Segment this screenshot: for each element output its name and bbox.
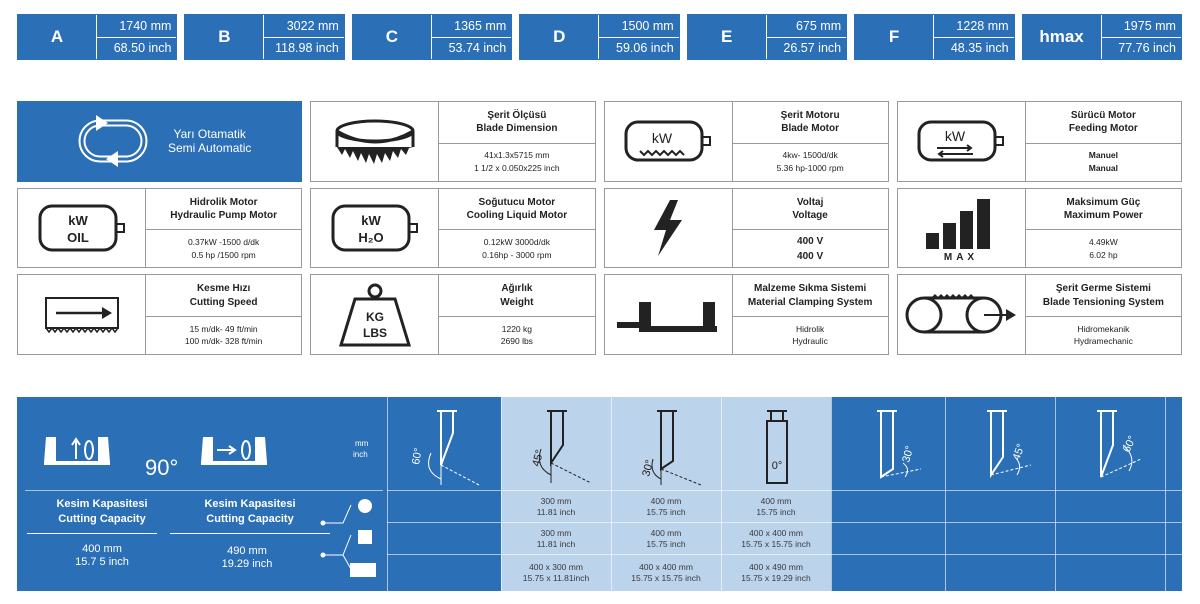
voltage-tr: Voltaj [796,196,824,208]
dimension-mm: 1740 mm [97,15,176,38]
angle-45-left-icon [511,405,606,487]
tensioning-v1: Hidromekanik [1077,323,1130,334]
dimension-letter: F [888,27,900,46]
clamping-tr: Malzeme Sıkma Sistemi [753,283,867,295]
kg-label: KG [365,309,384,324]
angle-90-label: 90° [145,455,179,480]
angle-label: 30° [900,444,917,464]
rect-profile-icon [350,563,376,577]
angle-label: 30° [640,458,657,478]
value-mm: 400 x 400 mm [749,527,803,538]
value-mm: 400 x 490 mm [749,561,803,572]
cycle-arrows-icon [78,113,148,169]
blade-dim-en: Blade Dimension [476,123,558,135]
value-mm: 400 x 300 mm [529,561,583,572]
dimension-mm: 1500 mm [599,15,678,38]
clamping-en: Material Clamping System [747,296,873,308]
clamping-v1: Hidrolik [795,323,825,334]
dimension-inch: 118.98 inch [264,38,343,60]
weight-tr: Ağırlık [501,283,533,295]
blade-dim-v1: 41x1.3x5715 mm [484,150,550,161]
dimension-mm: 1228 mm [934,15,1013,38]
dimension-letter: E [721,27,733,46]
cutting-speed-tr: Kesme Hızı [196,283,251,295]
max-label: MAX [944,251,979,261]
cutting-speed-v2: 100 m/dk- 328 ft/min [184,336,263,347]
value-inch: 15.75 x 19.29 inch [741,573,811,583]
max-power-v2: 6.02 hp [1089,249,1118,260]
max-power-v1: 4.49kW [1088,237,1118,248]
cap1-tr: Kesim Kapasitesi [56,498,148,510]
hydraulic-motor-en: Hydraulic Pump Motor [170,210,277,221]
kw-label: kW [361,212,381,228]
value-inch: 15.75 inch [756,507,796,517]
cap2-mm: 490 mm [227,545,267,557]
max-power-card [897,188,1182,269]
square-30 [611,525,721,553]
voltage-v1: 400 V [797,235,824,247]
value-mm: 400 mm [760,495,792,506]
angle-grid [387,397,1182,591]
value-inch: 15.75 inch [646,539,686,549]
semi-en: Semi Automatic [168,141,252,156]
cap1-en: Cutting Capacity [58,512,146,525]
angle-label: 60° [410,447,425,466]
vise-side-icon [199,431,279,467]
cap2-inch: 19.29 inch [221,558,273,571]
round-30 [611,493,721,521]
cooling-motor-card [310,188,595,269]
lbs-label: LBS [362,325,387,340]
cooling-motor-v2: 0.16hp - 3000 rpm [482,249,552,260]
cap1-inch: 15.7 5 inch [75,556,129,569]
kw-label: kW [67,212,88,228]
value-inch: 15.75 x 11.81inch [522,573,590,583]
kw-label: kW [945,128,966,145]
angle-label: 45° [530,448,547,468]
cooling-motor-v1: 0.12kW 3000d/dk [483,237,550,248]
capacity-value-1 [37,543,167,569]
tensioning-icon [902,290,1020,340]
blade-motor-v1: 4kw- 1500d/dk [782,150,838,161]
value-inch: 15.75 x 15.75 inch [631,573,701,583]
rect-0 [721,559,831,587]
value-mm: 400 mm [650,527,682,538]
weight-card [310,274,595,355]
unit-inch-label: inch [353,450,368,459]
dimension-mm: 1975 mm [1102,15,1181,38]
angle-label: 60° [1120,434,1139,455]
capacity-label-2 [180,497,320,527]
hydraulic-motor-icon [32,200,132,256]
max-power-en: Maximum Power [1063,210,1143,221]
dimension-hmax [1022,14,1182,60]
angle-label: 45° [1010,442,1028,463]
cutting-speed-icon [32,290,132,340]
hydraulic-motor-tr: Hidrolik Motor [189,196,258,208]
dimension-c [352,14,512,60]
voltage-en: Voltage [792,210,828,221]
feeding-motor-en: Feeding Motor [1068,123,1138,135]
specs-grid [17,101,1182,355]
angle-45-right-icon [955,405,1050,487]
square-45 [501,525,611,553]
blade-dimension-card [310,101,595,182]
dimension-letter: B [218,27,231,46]
cutting-speed-card [17,274,302,355]
angle-60-right-icon [1065,405,1160,487]
value-inch: 11.81 inch [536,507,576,517]
clamping-card [604,274,889,355]
blade-motor-tr: Şerit Motoru [780,109,840,121]
cooling-motor-en: Cooling Liquid Motor [466,210,568,221]
round-45 [501,493,611,521]
lightning-icon [648,198,688,258]
semi-automatic-card [17,101,302,182]
dimension-letter: C [385,27,398,46]
blade-dim-v2: 1 1/2 x 0.050x225 inch [474,163,560,174]
dimension-b [184,14,344,60]
value-mm: 300 mm [540,527,572,538]
cutting-speed-v1: 15 m/dk- 49 ft/min [189,323,258,334]
feeding-motor-icon [911,116,1011,166]
value-mm: 400 mm [650,495,682,506]
blade-motor-card [604,101,889,182]
dimension-f [854,14,1014,60]
tensioning-card [897,274,1182,355]
semi-tr: Yarı Otamatik [173,126,246,141]
value-mm: 400 x 400 mm [639,561,693,572]
dimension-e [687,14,847,60]
dimensions-row [17,14,1182,60]
voltage-card [604,188,889,269]
blade-dim-tr: Şerit Ölçüsü [487,109,547,121]
feeding-motor-card [897,101,1182,182]
angle-30-left-icon [621,405,716,487]
angle-30-right-icon [845,405,940,487]
h2o-label: H₂O [358,229,384,245]
weight-icon [335,281,415,349]
max-power-tr: Maksimum Güç [1066,196,1141,208]
dimension-mm: 675 mm [767,15,846,38]
capacity-value-2 [177,545,317,571]
cooling-motor-tr: Soğutucu Motor [478,196,556,208]
dimension-mm: 3022 mm [264,15,343,38]
clamping-v2: Hydraulic [792,336,828,347]
cutting-capacity-panel [17,397,1182,591]
blade-motor-en: Blade Motor [781,123,840,135]
weight-v1: 1220 kg [501,323,532,334]
capacity-label-1 [37,497,167,527]
square-0 [721,525,831,553]
dimension-inch: 77.76 inch [1102,38,1181,60]
dimension-letter: A [50,27,64,46]
angle-60-left-icon [397,405,492,487]
round-0 [721,493,831,521]
dimension-inch: 48.35 inch [934,38,1013,60]
dimension-inch: 59.06 inch [599,38,678,60]
value-inch: 15.75 inch [646,507,686,517]
value-mm: 300 mm [540,495,572,506]
hydraulic-motor-v1: 0.37kW -1500 d/dk [187,237,260,248]
angle-label: 0° [771,460,783,472]
cap2-tr: Kesim Kapasitesi [204,498,296,510]
round-profile-icon [357,498,373,514]
cap1-mm: 400 mm [82,543,122,555]
unit-mm-label: mm [355,439,369,448]
dimension-a [17,14,177,60]
vise-90-icon [42,431,122,467]
tensioning-tr: Şerit Germe Sistemi [1055,283,1151,295]
power-bars-icon [916,195,1006,261]
oil-label: OIL [66,229,89,245]
dimension-mm: 1365 mm [432,15,511,38]
value-inch: 11.81 inch [536,539,576,549]
cooling-motor-icon [325,200,425,256]
value-inch: 15.75 x 15.75 inch [741,539,811,549]
dimension-letter: hmax [1039,27,1084,46]
blade-ring-icon [330,111,420,171]
hydraulic-motor-card [17,188,302,269]
vise-icon [613,290,723,340]
kw-label: kW [651,130,673,147]
dimension-d [519,14,679,60]
feeding-motor-tr: Sürücü Motor [1070,109,1136,121]
dimension-letter: D [553,27,566,46]
rect-30 [611,559,721,587]
blade-motor-icon [618,116,718,166]
cutting-speed-en: Cutting Speed [189,296,258,308]
square-profile-icon [358,530,372,544]
tensioning-v2: Hydramechanic [1073,336,1133,347]
voltage-v2: 400 V [797,250,824,262]
weight-v2: 2690 lbs [500,336,533,347]
dimension-inch: 68.50 inch [97,38,176,60]
hydraulic-motor-v2: 0.5 hp /1500 rpm [191,249,256,260]
dimension-inch: 53.74 inch [432,38,511,60]
blade-motor-v2: 5.36 hp-1000 rpm [776,163,844,174]
cap2-en: Cutting Capacity [206,512,294,525]
rect-45 [501,559,611,587]
tensioning-en: Blade Tensioning System [1042,296,1164,308]
weight-en: Weight [500,296,534,308]
angle-0-icon [731,405,826,487]
cutting-left-panel [17,397,387,591]
dimension-inch: 26.57 inch [767,38,846,60]
feeding-motor-v2: Manual [1088,163,1119,174]
semi-automatic-label [168,127,251,156]
feeding-motor-v1: Manuel [1088,150,1119,161]
